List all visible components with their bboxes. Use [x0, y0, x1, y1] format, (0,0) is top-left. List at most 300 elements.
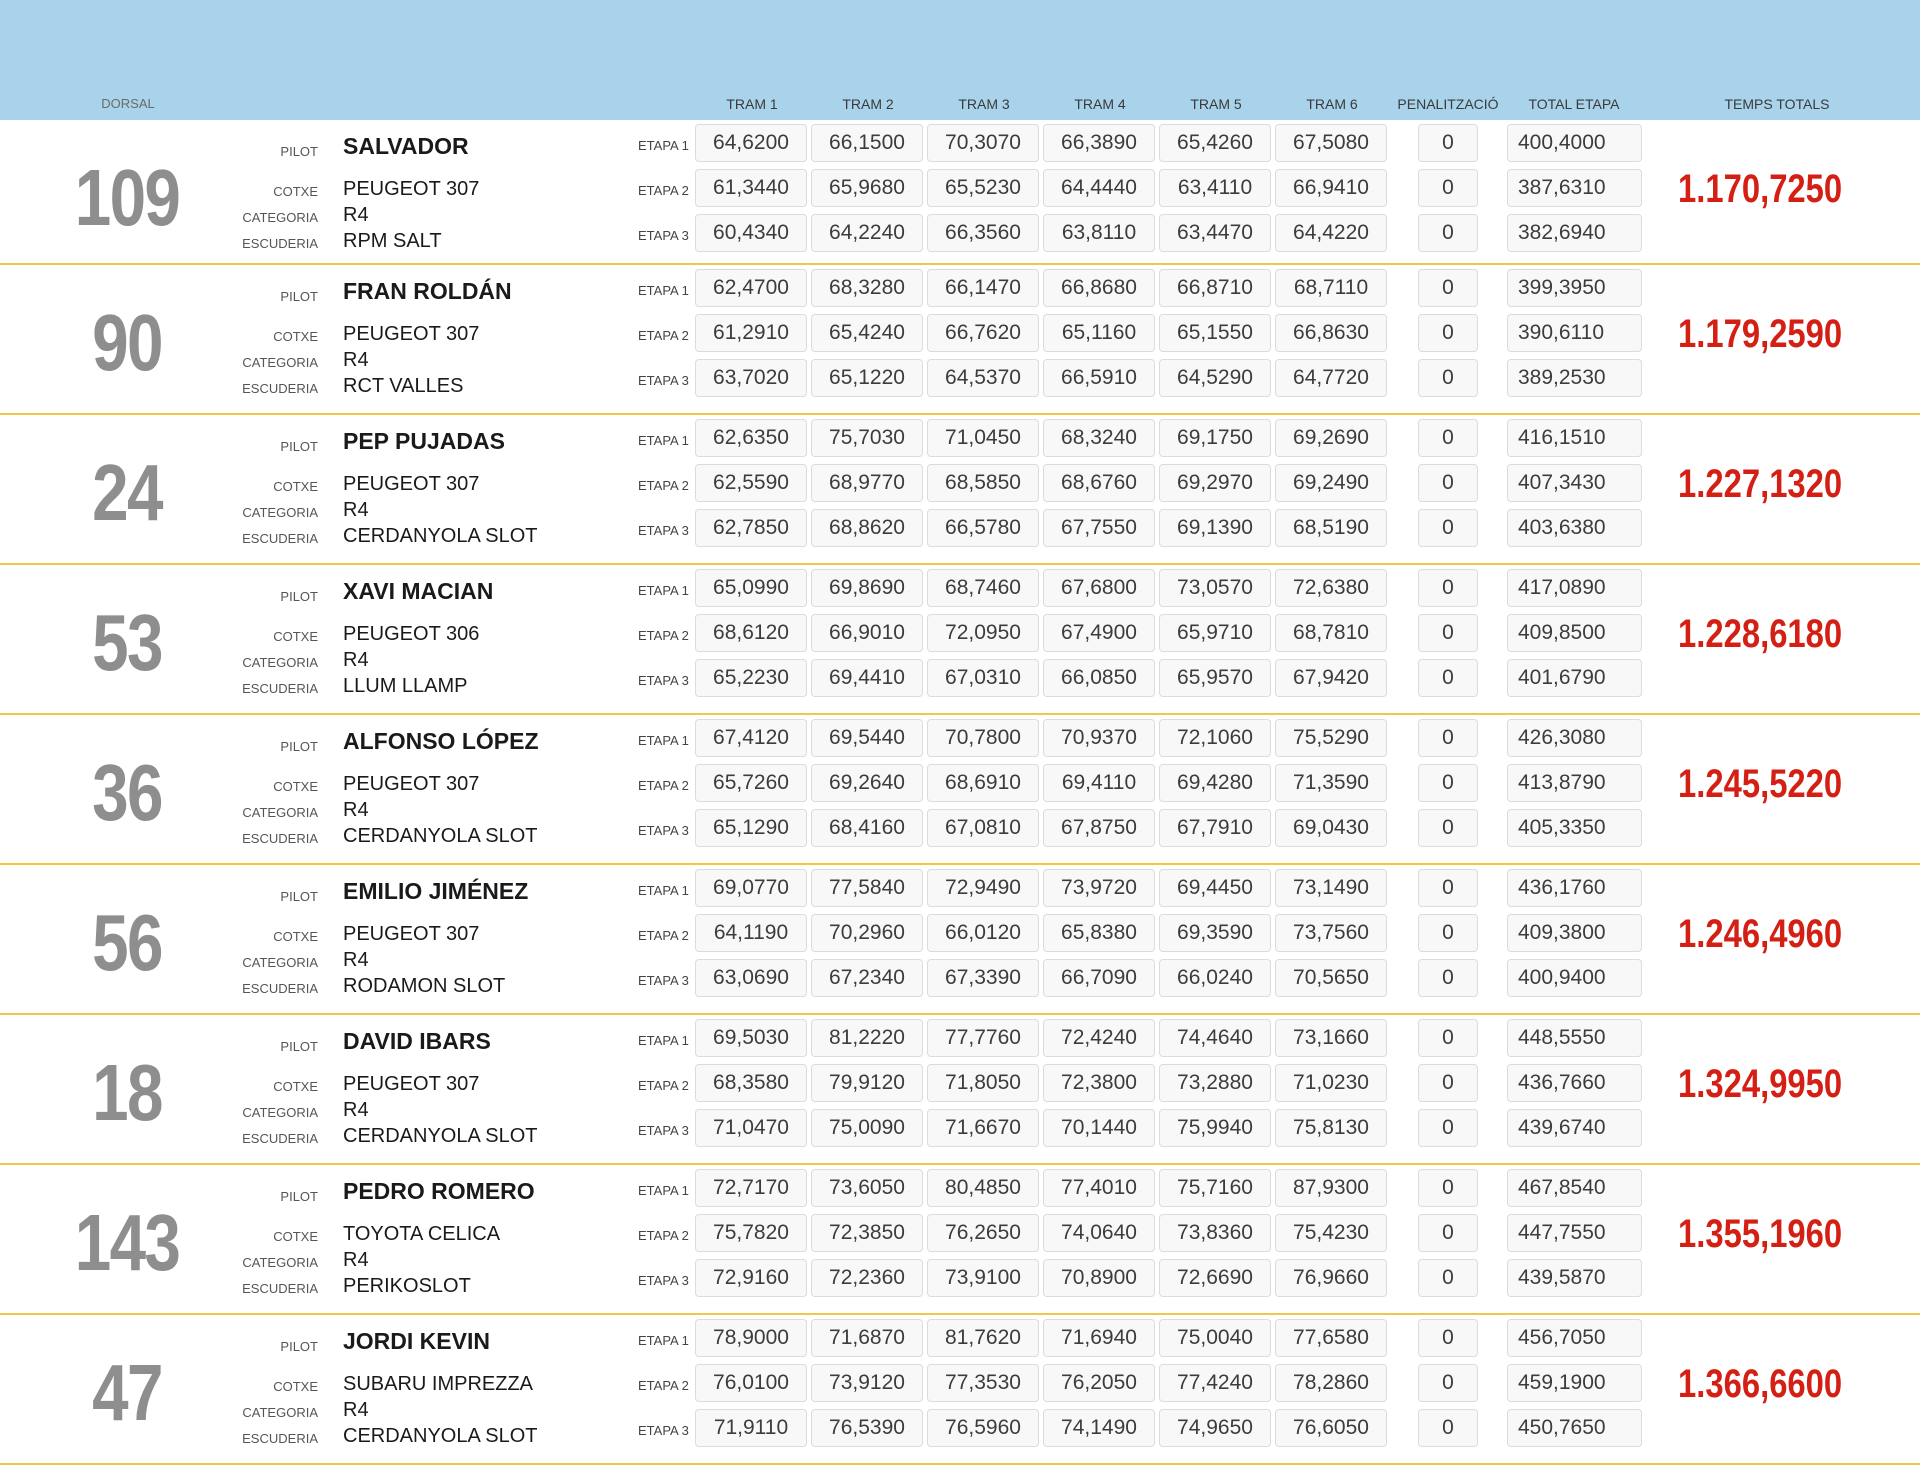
- etapa-label: ETAPA 2: [638, 628, 689, 643]
- tram-time-cell: 66,7090: [1043, 959, 1155, 997]
- penalty-cell: 0: [1418, 659, 1478, 697]
- etapa-label: ETAPA 2: [638, 478, 689, 493]
- categoria-label: CATEGORIA: [242, 955, 318, 970]
- pilot-name: DAVID IBARS: [343, 1028, 491, 1054]
- tram-time-cell: 68,7810: [1275, 614, 1387, 652]
- tram-time-cell: 73,6050: [811, 1169, 923, 1207]
- tram-time-cell: 71,9110: [695, 1409, 807, 1447]
- tram-time-cell: 71,8050: [927, 1064, 1039, 1102]
- escuderia-value: RODAMON SLOT: [343, 975, 506, 997]
- categoria-value: R4: [343, 949, 369, 971]
- tram-time-cell: 76,9660: [1275, 1259, 1387, 1297]
- tram-time-cell: 69,4410: [811, 659, 923, 697]
- categoria-value: R4: [343, 349, 369, 371]
- tram-time-cell: 65,9570: [1159, 659, 1271, 697]
- stage-total-cell: 459,1900: [1507, 1364, 1642, 1402]
- tram-time-cell: 75,5290: [1275, 719, 1387, 757]
- pilot-name: EMILIO JIMÉNEZ: [343, 878, 529, 904]
- tram-time-cell: 78,2860: [1275, 1364, 1387, 1402]
- total-time: 1.228,6180: [1678, 612, 1843, 656]
- tram-time-cell: 65,5230: [927, 169, 1039, 207]
- tram-time-cell: 68,3280: [811, 269, 923, 307]
- tram-time-cell: 68,9770: [811, 464, 923, 502]
- dorsal-number: 56: [92, 898, 162, 987]
- tram-time-cell: 77,7760: [927, 1019, 1039, 1057]
- escuderia-label: ESCUDERIA: [242, 1131, 318, 1146]
- stage-total-cell: 439,6740: [1507, 1109, 1642, 1147]
- etapa-label: ETAPA 3: [638, 373, 689, 388]
- etapa-label: ETAPA 3: [638, 1423, 689, 1438]
- tram-time-cell: 75,7820: [695, 1214, 807, 1252]
- table-row: [0, 1315, 1920, 1465]
- tram-time-cell: 73,0570: [1159, 569, 1271, 607]
- cotxe-value: SUBARU IMPREZZA: [343, 1373, 534, 1395]
- escuderia-label: ESCUDERIA: [242, 1431, 318, 1446]
- tram-time-cell: 68,6760: [1043, 464, 1155, 502]
- escuderia-value: CERDANYOLA SLOT: [343, 1425, 538, 1447]
- tram-time-cell: 67,0310: [927, 659, 1039, 697]
- categoria-label: CATEGORIA: [242, 210, 318, 225]
- tram-time-cell: 69,1750: [1159, 419, 1271, 457]
- tram-time-cell: 69,5030: [695, 1019, 807, 1057]
- tram-time-cell: 63,0690: [695, 959, 807, 997]
- tram-time-cell: 66,7620: [927, 314, 1039, 352]
- tram-time-cell: 68,3580: [695, 1064, 807, 1102]
- tram-time-cell: 77,5840: [811, 869, 923, 907]
- etapa-label: ETAPA 1: [638, 433, 689, 448]
- penalty-cell: 0: [1418, 509, 1478, 547]
- escuderia-value: PERIKOSLOT: [343, 1275, 471, 1297]
- stage-total-cell: 417,0890: [1507, 569, 1642, 607]
- categoria-label: CATEGORIA: [242, 355, 318, 370]
- tram-time-cell: 64,2240: [811, 214, 923, 252]
- tram-time-cell: 75,8130: [1275, 1109, 1387, 1147]
- cotxe-value: TOYOTA CELICA: [343, 1223, 501, 1245]
- tram-time-cell: 64,6200: [695, 124, 807, 162]
- penalty-cell: 0: [1418, 419, 1478, 457]
- tram-time-cell: 69,2490: [1275, 464, 1387, 502]
- stage-total-cell: 403,6380: [1507, 509, 1642, 547]
- categoria-label: CATEGORIA: [242, 655, 318, 670]
- tram-time-cell: 66,8710: [1159, 269, 1271, 307]
- dorsal-number: 47: [92, 1348, 162, 1437]
- stage-total-cell: 387,6310: [1507, 169, 1642, 207]
- tram-time-cell: 77,4010: [1043, 1169, 1155, 1207]
- tram-time-cell: 72,3850: [811, 1214, 923, 1252]
- tram-time-cell: 65,1290: [695, 809, 807, 847]
- penalty-cell: 0: [1418, 809, 1478, 847]
- header-tram-3: TRAM 3: [958, 96, 1010, 112]
- tram-time-cell: 61,2910: [695, 314, 807, 352]
- dorsal-number: 36: [92, 748, 162, 837]
- tram-time-cell: 74,4640: [1159, 1019, 1271, 1057]
- tram-time-cell: 67,0810: [927, 809, 1039, 847]
- etapa-label: ETAPA 1: [638, 1033, 689, 1048]
- cotxe-label: COTXE: [273, 929, 318, 944]
- pilot-label: PILOT: [280, 739, 318, 754]
- etapa-label: ETAPA 3: [638, 1123, 689, 1138]
- tram-time-cell: 75,7160: [1159, 1169, 1271, 1207]
- stage-total-cell: 400,4000: [1507, 124, 1642, 162]
- dorsal-number: 143: [74, 1198, 180, 1287]
- etapa-label: ETAPA 1: [638, 1333, 689, 1348]
- tram-time-cell: 64,5290: [1159, 359, 1271, 397]
- penalty-cell: 0: [1418, 1169, 1478, 1207]
- tram-time-cell: 69,0770: [695, 869, 807, 907]
- stage-total-cell: 436,7660: [1507, 1064, 1642, 1102]
- table-row: [0, 865, 1920, 1015]
- tram-time-cell: 66,0240: [1159, 959, 1271, 997]
- tram-time-cell: 68,5190: [1275, 509, 1387, 547]
- tram-time-cell: 66,5780: [927, 509, 1039, 547]
- tram-time-cell: 69,3590: [1159, 914, 1271, 952]
- stage-total-cell: 467,8540: [1507, 1169, 1642, 1207]
- tram-time-cell: 72,9160: [695, 1259, 807, 1297]
- tram-time-cell: 63,4110: [1159, 169, 1271, 207]
- tram-time-cell: 72,4240: [1043, 1019, 1155, 1057]
- tram-time-cell: 65,7260: [695, 764, 807, 802]
- total-time: 1.324,9950: [1678, 1062, 1843, 1106]
- tram-time-cell: 64,7720: [1275, 359, 1387, 397]
- tram-time-cell: 66,1500: [811, 124, 923, 162]
- etapa-label: ETAPA 2: [638, 1228, 689, 1243]
- tram-time-cell: 64,1190: [695, 914, 807, 952]
- tram-time-cell: 65,4260: [1159, 124, 1271, 162]
- tram-time-cell: 77,3530: [927, 1364, 1039, 1402]
- total-time: 1.355,1960: [1678, 1212, 1843, 1256]
- escuderia-label: ESCUDERIA: [242, 831, 318, 846]
- tram-time-cell: 69,0430: [1275, 809, 1387, 847]
- stage-total-cell: 409,3800: [1507, 914, 1642, 952]
- penalty-cell: 0: [1418, 359, 1478, 397]
- cotxe-value: PEUGEOT 307: [343, 323, 480, 345]
- tram-time-cell: 76,5960: [927, 1409, 1039, 1447]
- stage-total-cell: 456,7050: [1507, 1319, 1642, 1357]
- tram-time-cell: 64,4440: [1043, 169, 1155, 207]
- penalty-cell: 0: [1418, 1409, 1478, 1447]
- pilot-label: PILOT: [280, 889, 318, 904]
- tram-time-cell: 62,5590: [695, 464, 807, 502]
- etapa-label: ETAPA 1: [638, 1183, 689, 1198]
- tram-time-cell: 67,9420: [1275, 659, 1387, 697]
- tram-time-cell: 71,6870: [811, 1319, 923, 1357]
- etapa-label: ETAPA 1: [638, 733, 689, 748]
- cotxe-value: PEUGEOT 307: [343, 178, 480, 200]
- tram-time-cell: 69,8690: [811, 569, 923, 607]
- tram-time-cell: 72,2360: [811, 1259, 923, 1297]
- tram-time-cell: 78,9000: [695, 1319, 807, 1357]
- escuderia-value: CERDANYOLA SLOT: [343, 1125, 538, 1147]
- stage-total-cell: 389,2530: [1507, 359, 1642, 397]
- tram-time-cell: 72,3800: [1043, 1064, 1155, 1102]
- tram-time-cell: 77,6580: [1275, 1319, 1387, 1357]
- escuderia-label: ESCUDERIA: [242, 381, 318, 396]
- penalty-cell: 0: [1418, 1319, 1478, 1357]
- tram-time-cell: 69,1390: [1159, 509, 1271, 547]
- escuderia-value: CERDANYOLA SLOT: [343, 525, 538, 547]
- penalty-cell: 0: [1418, 1259, 1478, 1297]
- tram-time-cell: 75,0040: [1159, 1319, 1271, 1357]
- tram-time-cell: 62,6350: [695, 419, 807, 457]
- etapa-label: ETAPA 1: [638, 883, 689, 898]
- total-time: 1.170,7250: [1678, 167, 1843, 211]
- penalty-cell: 0: [1418, 569, 1478, 607]
- escuderia-label: ESCUDERIA: [242, 236, 318, 251]
- etapa-label: ETAPA 3: [638, 1273, 689, 1288]
- tram-time-cell: 71,0230: [1275, 1064, 1387, 1102]
- escuderia-value: CERDANYOLA SLOT: [343, 825, 538, 847]
- header-tram-5: TRAM 5: [1190, 96, 1242, 112]
- stage-total-cell: 413,8790: [1507, 764, 1642, 802]
- tram-time-cell: 66,8630: [1275, 314, 1387, 352]
- pilot-label: PILOT: [280, 439, 318, 454]
- tram-time-cell: 68,6910: [927, 764, 1039, 802]
- stage-total-cell: 407,3430: [1507, 464, 1642, 502]
- stage-total-cell: 439,5870: [1507, 1259, 1642, 1297]
- dorsal-number: 109: [74, 153, 180, 242]
- pilot-name: XAVI MACIAN: [343, 578, 494, 604]
- tram-time-cell: 75,4230: [1275, 1214, 1387, 1252]
- etapa-label: ETAPA 1: [638, 583, 689, 598]
- total-time: 1.179,2590: [1678, 312, 1843, 356]
- tram-time-cell: 63,4470: [1159, 214, 1271, 252]
- stage-total-cell: 416,1510: [1507, 419, 1642, 457]
- cotxe-value: PEUGEOT 307: [343, 473, 480, 495]
- cotxe-label: COTXE: [273, 779, 318, 794]
- results-list: [0, 120, 1920, 1465]
- tram-time-cell: 68,8620: [811, 509, 923, 547]
- tram-time-cell: 66,0120: [927, 914, 1039, 952]
- tram-time-cell: 71,0450: [927, 419, 1039, 457]
- penalty-cell: 0: [1418, 464, 1478, 502]
- tram-time-cell: 67,7910: [1159, 809, 1271, 847]
- etapa-label: ETAPA 2: [638, 928, 689, 943]
- tram-time-cell: 68,6120: [695, 614, 807, 652]
- tram-time-cell: 72,7170: [695, 1169, 807, 1207]
- tram-time-cell: 68,7110: [1275, 269, 1387, 307]
- etapa-label: ETAPA 3: [638, 823, 689, 838]
- stage-total-cell: 390,6110: [1507, 314, 1642, 352]
- tram-time-cell: 70,1440: [1043, 1109, 1155, 1147]
- cotxe-label: COTXE: [273, 1229, 318, 1244]
- total-time: 1.227,1320: [1678, 462, 1843, 506]
- penalty-cell: 0: [1418, 719, 1478, 757]
- tram-time-cell: 75,9940: [1159, 1109, 1271, 1147]
- etapa-label: ETAPA 3: [638, 523, 689, 538]
- stage-total-cell: 450,7650: [1507, 1409, 1642, 1447]
- tram-time-cell: 70,3070: [927, 124, 1039, 162]
- stage-total-cell: 382,6940: [1507, 214, 1642, 252]
- table-row: [0, 565, 1920, 715]
- tram-time-cell: 61,3440: [695, 169, 807, 207]
- tram-time-cell: 72,6690: [1159, 1259, 1271, 1297]
- tram-time-cell: 68,7460: [927, 569, 1039, 607]
- escuderia-value: LLUM LLAMP: [343, 675, 468, 697]
- penalty-cell: 0: [1418, 764, 1478, 802]
- header-dorsal: DORSAL: [101, 96, 155, 111]
- tram-time-cell: 81,2220: [811, 1019, 923, 1057]
- tram-time-cell: 67,8750: [1043, 809, 1155, 847]
- tram-time-cell: 69,2640: [811, 764, 923, 802]
- cotxe-label: COTXE: [273, 1379, 318, 1394]
- tram-time-cell: 69,5440: [811, 719, 923, 757]
- stage-total-cell: 426,3080: [1507, 719, 1642, 757]
- etapa-label: ETAPA 2: [638, 778, 689, 793]
- tram-time-cell: 75,7030: [811, 419, 923, 457]
- penalty-cell: 0: [1418, 1019, 1478, 1057]
- tram-time-cell: 66,9010: [811, 614, 923, 652]
- categoria-value: R4: [343, 1249, 369, 1271]
- tram-time-cell: 66,1470: [927, 269, 1039, 307]
- tram-time-cell: 71,6670: [927, 1109, 1039, 1147]
- tram-time-cell: 71,0470: [695, 1109, 807, 1147]
- escuderia-label: ESCUDERIA: [242, 981, 318, 996]
- tram-time-cell: 74,1490: [1043, 1409, 1155, 1447]
- tram-time-cell: 71,6940: [1043, 1319, 1155, 1357]
- tram-time-cell: 65,1550: [1159, 314, 1271, 352]
- cotxe-value: PEUGEOT 307: [343, 1073, 480, 1095]
- categoria-label: CATEGORIA: [242, 1405, 318, 1420]
- stage-total-cell: 447,7550: [1507, 1214, 1642, 1252]
- penalty-cell: 0: [1418, 314, 1478, 352]
- categoria-value: R4: [343, 1399, 369, 1421]
- pilot-name: PEDRO ROMERO: [343, 1178, 535, 1204]
- tram-time-cell: 69,4110: [1043, 764, 1155, 802]
- escuderia-label: ESCUDERIA: [242, 1281, 318, 1296]
- pilot-label: PILOT: [280, 1339, 318, 1354]
- tram-time-cell: 63,8110: [1043, 214, 1155, 252]
- tram-time-cell: 66,3560: [927, 214, 1039, 252]
- tram-time-cell: 79,9120: [811, 1064, 923, 1102]
- tram-time-cell: 87,9300: [1275, 1169, 1387, 1207]
- penalty-cell: 0: [1418, 869, 1478, 907]
- tram-time-cell: 72,6380: [1275, 569, 1387, 607]
- etapa-label: ETAPA 3: [638, 973, 689, 988]
- tram-time-cell: 68,5850: [927, 464, 1039, 502]
- dorsal-number: 18: [92, 1048, 162, 1137]
- tram-time-cell: 65,9710: [1159, 614, 1271, 652]
- header-tram-1: TRAM 1: [726, 96, 778, 112]
- cotxe-value: PEUGEOT 307: [343, 923, 480, 945]
- cotxe-label: COTXE: [273, 1079, 318, 1094]
- penalty-cell: 0: [1418, 914, 1478, 952]
- categoria-value: R4: [343, 499, 369, 521]
- etapa-label: ETAPA 3: [638, 673, 689, 688]
- header-temps-totals: TEMPS TOTALS: [1724, 96, 1830, 112]
- tram-time-cell: 76,2050: [1043, 1364, 1155, 1402]
- penalty-cell: 0: [1418, 1109, 1478, 1147]
- stage-total-cell: 399,3950: [1507, 269, 1642, 307]
- categoria-label: CATEGORIA: [242, 505, 318, 520]
- categoria-label: CATEGORIA: [242, 1255, 318, 1270]
- tram-time-cell: 80,4850: [927, 1169, 1039, 1207]
- tram-time-cell: 67,6800: [1043, 569, 1155, 607]
- tram-time-cell: 60,4340: [695, 214, 807, 252]
- tram-time-cell: 70,2960: [811, 914, 923, 952]
- tram-time-cell: 73,7560: [1275, 914, 1387, 952]
- tram-time-cell: 72,0950: [927, 614, 1039, 652]
- stage-total-cell: 448,5550: [1507, 1019, 1642, 1057]
- penalty-cell: 0: [1418, 1364, 1478, 1402]
- tram-time-cell: 73,9100: [927, 1259, 1039, 1297]
- table-row: [0, 120, 1920, 265]
- tram-time-cell: 70,8900: [1043, 1259, 1155, 1297]
- stage-total-cell: 400,9400: [1507, 959, 1642, 997]
- cotxe-label: COTXE: [273, 184, 318, 199]
- tram-time-cell: 69,2970: [1159, 464, 1271, 502]
- table-row: [0, 715, 1920, 865]
- tram-time-cell: 69,4280: [1159, 764, 1271, 802]
- tram-time-cell: 76,5390: [811, 1409, 923, 1447]
- tram-time-cell: 73,2880: [1159, 1064, 1271, 1102]
- escuderia-label: ESCUDERIA: [242, 681, 318, 696]
- tram-time-cell: 65,4240: [811, 314, 923, 352]
- header-tram-6: TRAM 6: [1306, 96, 1358, 112]
- tram-time-cell: 66,9410: [1275, 169, 1387, 207]
- tram-time-cell: 73,8360: [1159, 1214, 1271, 1252]
- escuderia-label: ESCUDERIA: [242, 531, 318, 546]
- tram-time-cell: 74,0640: [1043, 1214, 1155, 1252]
- tram-time-cell: 70,5650: [1275, 959, 1387, 997]
- tram-time-cell: 76,2650: [927, 1214, 1039, 1252]
- tram-time-cell: 62,4700: [695, 269, 807, 307]
- tram-time-cell: 75,0090: [811, 1109, 923, 1147]
- tram-time-cell: 72,1060: [1159, 719, 1271, 757]
- etapa-label: ETAPA 2: [638, 1078, 689, 1093]
- cotxe-label: COTXE: [273, 629, 318, 644]
- tram-time-cell: 65,0990: [695, 569, 807, 607]
- tram-time-cell: 65,1220: [811, 359, 923, 397]
- pilot-name: SALVADOR: [343, 133, 469, 159]
- tram-time-cell: 64,5370: [927, 359, 1039, 397]
- cotxe-label: COTXE: [273, 479, 318, 494]
- escuderia-value: RPM SALT: [343, 230, 442, 252]
- pilot-name: ALFONSO LÓPEZ: [343, 728, 539, 754]
- table-row: [0, 415, 1920, 565]
- header-total-etapa: TOTAL ETAPA: [1528, 96, 1620, 112]
- penalty-cell: 0: [1418, 1214, 1478, 1252]
- tram-time-cell: 70,7800: [927, 719, 1039, 757]
- tram-time-cell: 69,2690: [1275, 419, 1387, 457]
- etapa-label: ETAPA 1: [638, 283, 689, 298]
- table-header: [0, 0, 1920, 120]
- penalty-cell: 0: [1418, 124, 1478, 162]
- penalty-cell: 0: [1418, 269, 1478, 307]
- categoria-label: CATEGORIA: [242, 805, 318, 820]
- header-penalitzacio: PENALITZACIÓ: [1397, 96, 1499, 112]
- tram-time-cell: 67,4900: [1043, 614, 1155, 652]
- cotxe-value: PEUGEOT 307: [343, 773, 480, 795]
- tram-time-cell: 66,3890: [1043, 124, 1155, 162]
- tram-time-cell: 64,4220: [1275, 214, 1387, 252]
- pilot-label: PILOT: [280, 144, 318, 159]
- stage-total-cell: 401,6790: [1507, 659, 1642, 697]
- total-time: 1.246,4960: [1678, 912, 1843, 956]
- total-time: 1.245,5220: [1678, 762, 1843, 806]
- escuderia-value: RCT VALLES: [343, 375, 464, 397]
- tram-time-cell: 65,2230: [695, 659, 807, 697]
- tram-time-cell: 73,9120: [811, 1364, 923, 1402]
- tram-time-cell: 67,3390: [927, 959, 1039, 997]
- table-row: [0, 1015, 1920, 1165]
- tram-time-cell: 65,8380: [1043, 914, 1155, 952]
- pilot-name: PEP PUJADAS: [343, 428, 505, 454]
- dorsal-number: 53: [92, 598, 162, 687]
- categoria-value: R4: [343, 204, 369, 226]
- tram-time-cell: 67,4120: [695, 719, 807, 757]
- tram-time-cell: 72,9490: [927, 869, 1039, 907]
- pilot-name: JORDI KEVIN: [343, 1328, 490, 1354]
